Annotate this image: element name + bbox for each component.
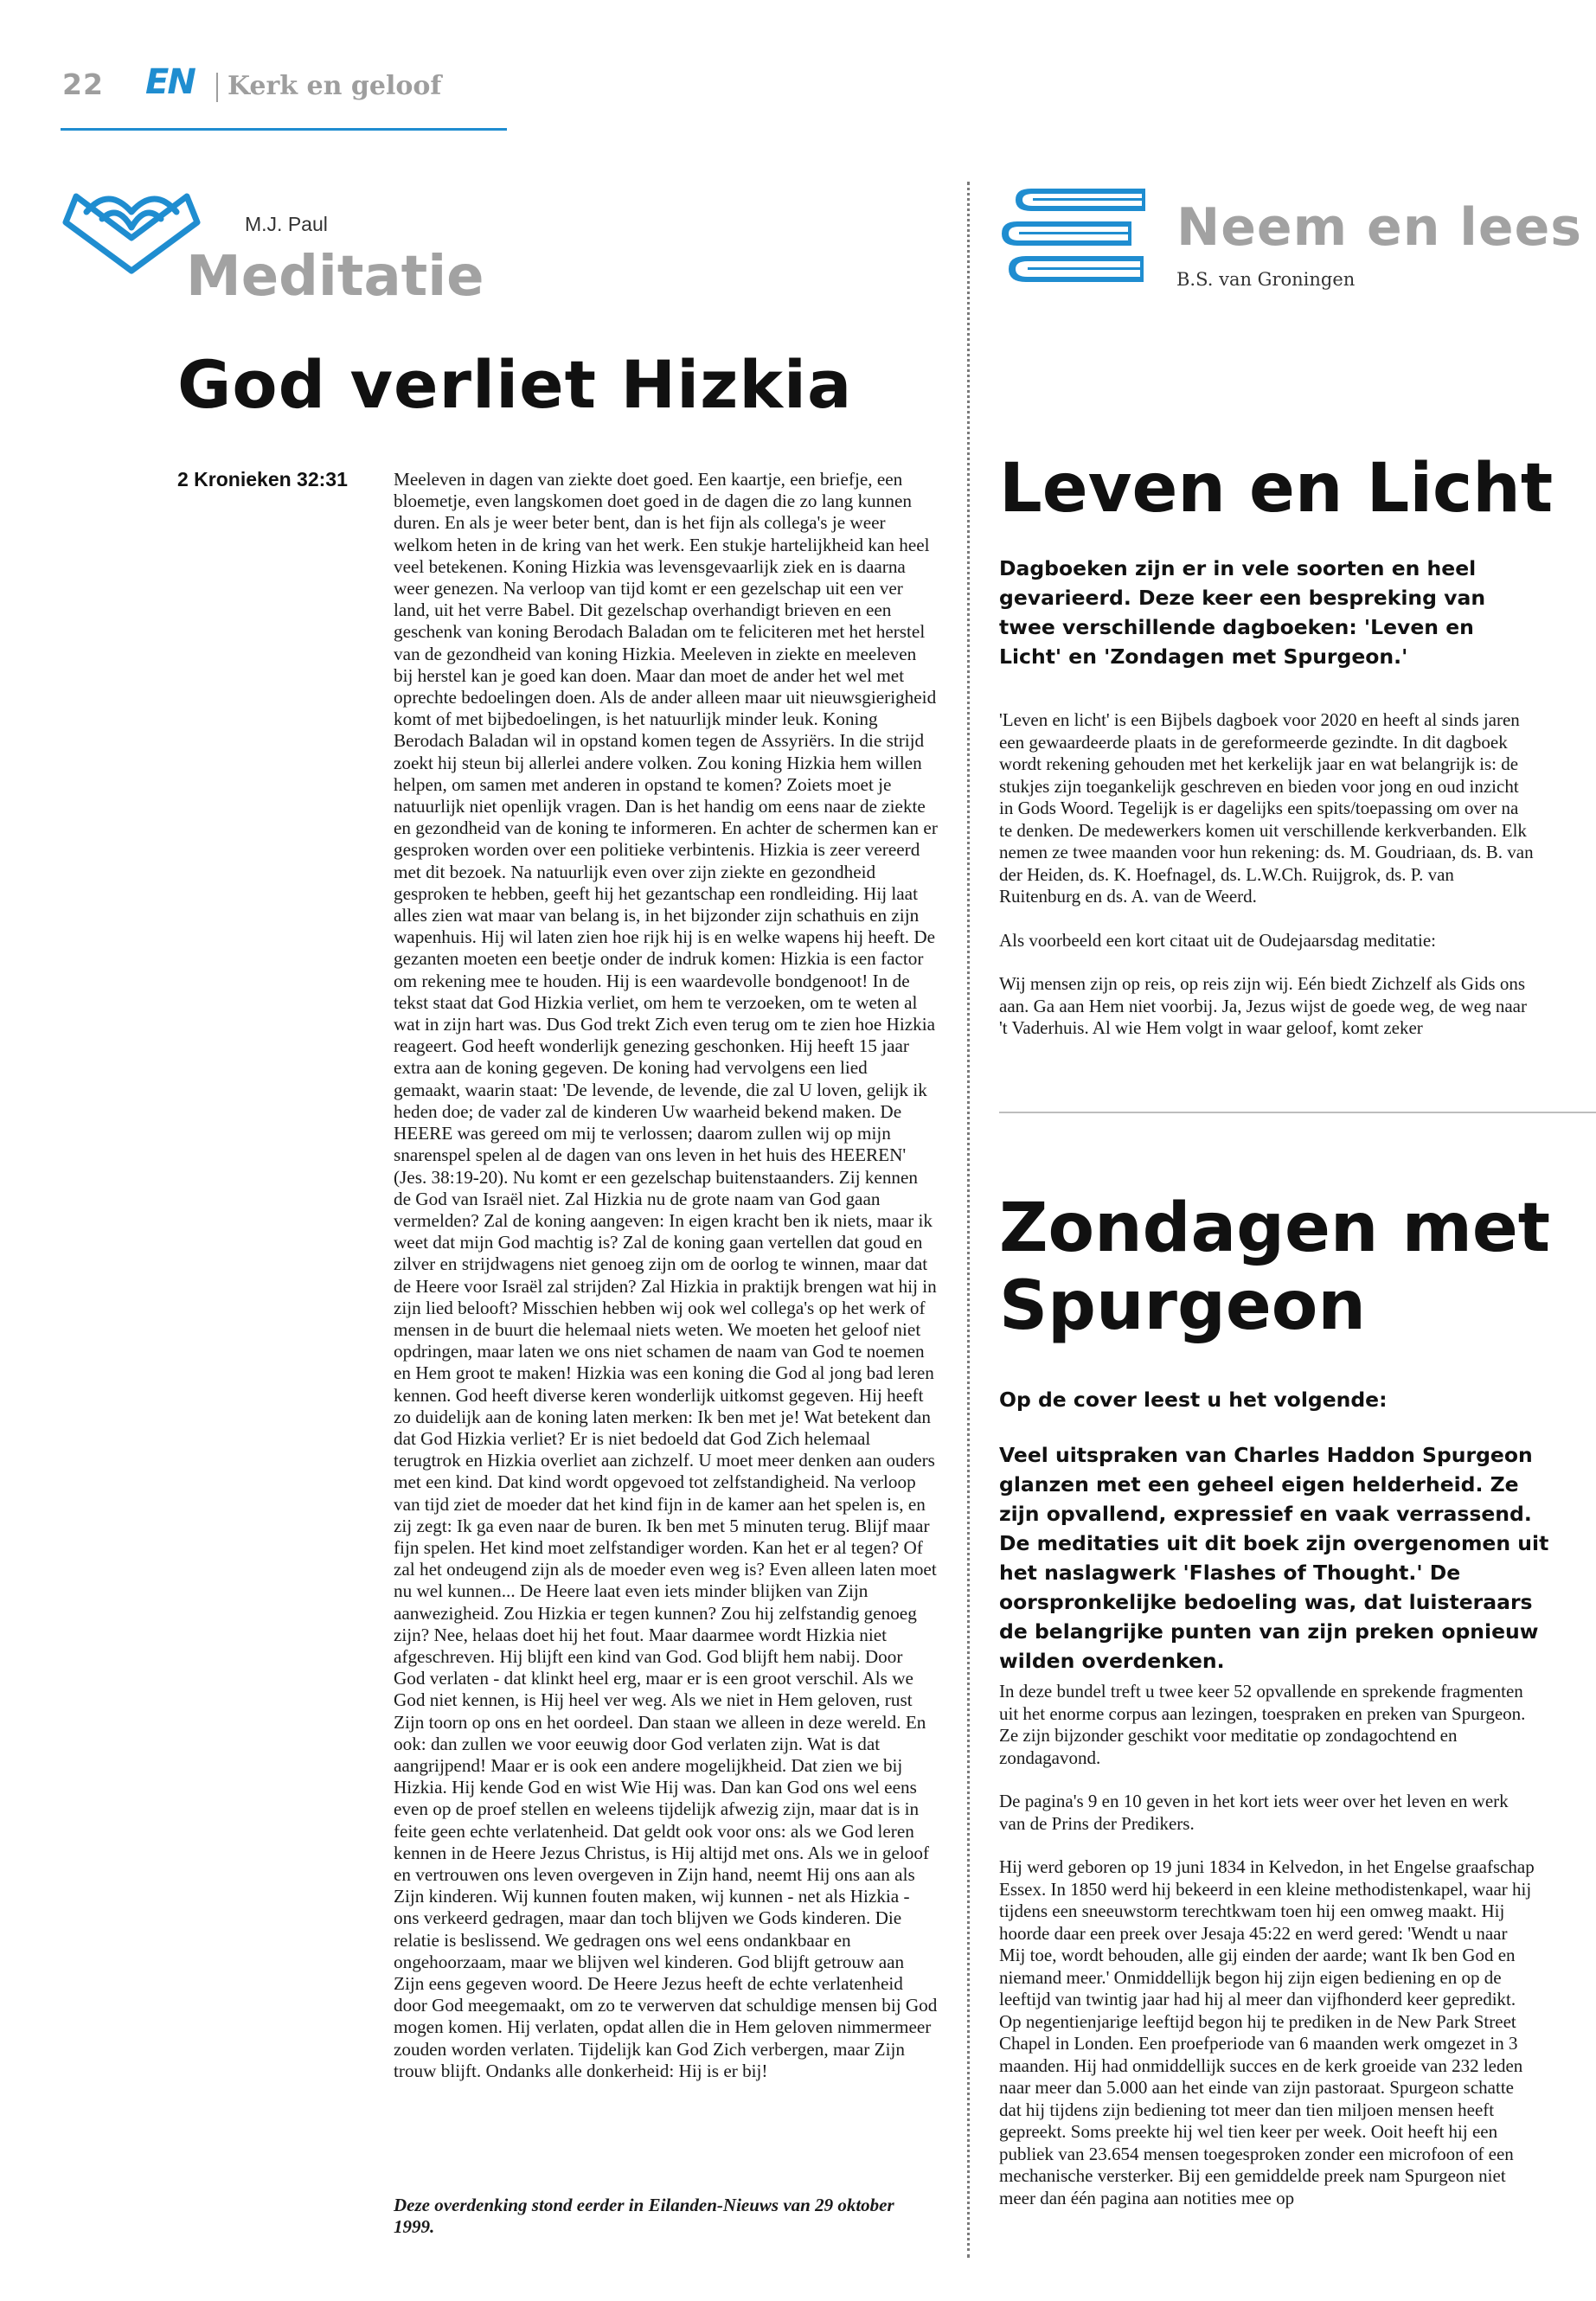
header-rule <box>61 128 507 131</box>
article-title-zondagen: Zondagen met Spurgeon <box>999 1189 1551 1345</box>
header-separator <box>216 73 218 102</box>
paragraph: In deze bundel treft u twee keer 52 opvallende en sprekende fragmenten uit het enorme corpus aan lezingen, toespraken en preken van Spurgeon. Ze zijn bijzonder geschikt voor meditatie op zondagochtend en zondagavond. <box>999 1681 1526 1768</box>
paragraph: Hij werd geboren op 19 juni 1834 in Kelvedon, in het Engelse graafschap Essex. In 1850 werd hij bekeerd in een kleine methodistenkapel, waar hij tijdens een sneeuwstorm terechtkwam toen hij een omweg maakt. Hij hoorde daar een preek over Jesaja 45:22 en werd gered: 'Wendt u naar Mij toe, wordt behouden, alle gij einden der aarde; want Ik ben God en niemand meer.' Onmiddellijk begon hij zijn eigen bediening en op de leeftijd van twintig jaar had hij al meer dan vijfhonderd keer gepredikt. Op negentienjarige leeftijd begon hij te prediken in de New Park Street Chapel in Londen. Een proefperiode van 6 maanden werk omgezet in 3 maanden. Hij had onmiddellijk succes en de kerk groeide van 232 leden naar meer dan 5.000 aan het einde van zijn pastoraat. Spurgeon schatte dat hij tijdens zijn bediening tot meer dan tien miljoen mensen heeft gepreekt. Soms preekte hij wel tien keer per week. Ooit heeft hij een publiek van 23.654 mensen toegesproken zonder een microfoon of een mechanische versterker. Bij een gemiddelde preek nam Spurgeon niet meer dan één pagina aan notities mee op <box>999 1856 1535 2208</box>
review-label: Neem en lees <box>1176 197 1582 258</box>
open-book-heart-icon <box>61 177 203 277</box>
paragraph: 'Leven en licht' is een Bijbels dagboek voor 2020 en heeft al sinds jaren een gewaardeerde plaats in de gereformeerde gezindte. In dit dagboek wordt rekening gehouden met het kerkelijk jaar en wat belangrijk is: de stukjes zijn toegankelijk geschreven en bieden voor jong en oud inzicht in Gods Woord. Tegelijk is er dagelijks een spits/toepassing om over na te denken. De medewerkers komen uit verschillende kerkverbanden. Elk nemen ze twee maanden voor hun rekening: ds. M. Goudriaan, ds. B. van der Heiden, ds. K. Hoefnagel, ds. L.W.Ch. Ruijgrok, ds. P. van Ruitenburg en ds. A. van de Weerd. <box>999 709 1534 907</box>
article-lead-zondagen: Veel uitspraken van Charles Haddon Spurgeon glanzen met een geheel eigen helderheid. Ze zijn opvallend, expressief en vaak verrassend. De meditaties uit dit boek zijn overgenomen uit het naslagwerk 'Flashes of Thought.' De oorspronkelijke bedoeling was, dat luisteraars de belangrijke punten van zijn preken opnieuw wilden overdenken. <box>999 1443 1549 1673</box>
paragraph: Als voorbeeld een kort citaat uit de Oudejaarsdag meditatie: <box>999 929 1436 951</box>
meditation-author: M.J. Paul <box>245 213 328 235</box>
meditation-text: Meeleven in dagen van ziekte doet goed. Een kaartje, een briefje, een bloemetje, even langskomen doet goed in de dagen die zo lang kunnen duren. En als je weer beter bent, dan is het fijn als collega's je weer welkom heten in de kring van het werk. Een stukje hartelijkheid kan heel veel betekenen. Koning Hizkia was levensgevaarlijk ziek en is daarna weer genezen. Na verloop van tijd komt er een gezelschap uit een ver land, uit het verre Babel. Dit gezelschap overhandigt brieven en een geschenk van koning Berodach Baladan om te feliciteren met het herstel van de gezondheid van koning Hizkia. Meeleven in ziekte en meeleven bij herstel kan je goed kan doen. Maar dan moet de ander het wel met oprechte bedoelingen doen. Als de ander alleen maar uit nieuwsgierigheid komt of met bijbedoelingen, is het natuurlijk minder leuk. Koning Berodach Baladan wil in opstand komen tegen de Assyriërs. In die strijd zoekt hij steun bij allerlei andere volken. Zou koning Hizkia hem willen helpen, om samen met anderen in opstand te komen? Zoiets moet je natuurlijk niet openlijk vragen. Dan is het handig om eens naar de ziekte en gezondheid van de koning te informeren. En achter de schermen kan er gesproken worden over een politieke verbintenis. Hizkia is zeer vereerd met dit bezoek. Na natuurlijk even over zijn ziekte en gezondheid gesproken te hebben, geeft hij het gezantschap een rondleiding. Hij laat alles zien wat maar van belang is, in het bijzonder zijn schathuis en zijn wapenhuis. Hij wil laten zien hoe rijk hij is en welke wapens hij heeft. De gezanten moeten een beetje onder de indruk komen: Hizkia is een factor om rekening mee te houden. Hij is een waardevolle bondgenoot! In de tekst staat dat God Hizkia verliet, om hem te verzoeken, om te weten al wat in zijn hart was. Dus God trekt Zich even terug om te zien hoe Hizkia reageert. God heeft wonderlijk genezing geschonken. Hij heeft 15 jaar extra aan de koning gegeven. De koning had vervolgens een lied gemaakt, waarin staat: 'De levende, de levende, die zal U loven, gelijk ik heden doe; de vader zal de kinderen Uw waarheid bekend maken. De HEERE was gereed om mij te verlossen; daarom zullen wij op mijn snarenspel spelen al de dagen van ons leven in het huis des HEEREN' (Jes. 38:19-20). Nu komt er een gezelschap buitenstaanders. Zij kennen de God van Israël niet. Zal Hizkia nu de grote naam van God gaan vermelden? Zal de koning aangeven: In eigen kracht ben ik niets, maar ik weet dat mijn God machtig is? Zal de koning gaan vertellen dat goud en zilver en strijdwagens niet genoeg zijn om de oorlog te winnen, maar dat de Heere voor Israël zal strijden? Zal Hizkia in praktijk brengen wat hij in zijn lied belooft? Misschien hebben wij ook wel collega's op het werk of mensen in de buurt die helemaal niets weten. We moeten het geloof niet opdringen, maar laten we ons niet schamen de naam van God te noemen en Hem groot te maken! Hizkia was een koning die God al jong bad leren kennen. God heeft diverse keren wonderlijk uitkomst gegeven. Hij heeft zo duidelijk aan de koning laten merken: Ik ben met je! Wat betekent dan dat God Hizkia verliet? Er is niet bedoeld dat God Zich helemaal terugtrok en Hizkia overliet aan zichzelf. U moet meer denken aan ouders met een kind. Dat kind wordt opgevoed tot zelfstandigheid. Na verloop van tijd ziet de moeder dat het kind fijn in de kamer aan het spelen is, en zij zegt: Ik ga even naar de buren. Ik ben met 5 minuten terug. Blijf maar fijn spelen. Het kind moet zelfstandiger worden. Kan het er al tegen? Of zal het ondeugend zijn als de moeder even weg is? Even alleen laten moet nu wel kunnen... De Heere laat even iets minder blijken van Zijn aanwezigheid. Zou Hizkia er tegen kunnen? Zou hij zelfstandig genoeg zijn? Nee, helaas doet hij het fout. Maar daarmee wordt Hizkia niet afgeschreven. Hij blijft een kind van God. God blijft hem nabij. Door God verlaten - dat klinkt heel erg, maar er is een groot verschil. Als we God niet kennen, is Hij heel ver weg. Als we niet in Hem geloven, rust Zijn toorn op ons en het oordeel. Dan staan we alleen in deze wereld. En ook: dan zullen we voor eeuwig door God verlaten zijn. Wat is dat aangrijpend! Maar er is ook een andere mogelijkheid. Dat zien we bij Hizkia. Hij kende God en wist Wie Hij was. Dan kan God ons wel eens even op de proef stellen en weleens tijdelijk afwezig zijn, maar dat is in feite geen echte verlatenheid. Dat geldt ook voor ons: als we God leren kennen in de Heere Jezus Christus, is Hij altijd met ons. Als we in geloof en vertrouwen ons leven overgeven in Zijn hand, neemt Hij ons aan als Zijn kinderen. Wij kunnen fouten maken, wij kunnen - net als Hizkia - ons verkeerd gedragen, maar dan toch blijven we Gods kinderen. Die relatie is beslissend. We gedragen ons wel eens ondankbaar en ongehoorzaam, maar we blijven wel kinderen. God blijft getrouw aan Zijn eens gegeven woord. De Heere Jezus heeft de echte verlatenheid door God meegemaakt, om zo te verwerven dat schuldige mensen bij God mogen komen. Hij verlaten, opdat allen die in Hem geloven nimmermeer zouden worden verlaten. Tijdelijk kan God Zich verbergen, maar Zijn trouw blijft. Ondanks alle donkerheid: Hij is er bij! <box>394 469 938 2081</box>
article-subheading-zondagen: Op de cover leest u het volgende: <box>999 1388 1388 1412</box>
paragraph: Wij mensen zijn op reis, op reis zijn wij. Eén biedt Zichzelf als Gids ons aan. Ga aan Hem niet voorbij. Ja, Jezus wijst de goede weg, de weg naar 't Vaderhuis. Al wie Hem volgt in waar geloof, komt zeker <box>999 973 1527 1038</box>
stacked-books-icon <box>997 182 1148 294</box>
page-number: 22 <box>62 67 104 101</box>
column-divider <box>967 182 970 2258</box>
review-author: B.S. van Groningen <box>1176 269 1356 290</box>
meditation-label: Meditatie <box>186 245 484 309</box>
article-title-leven-en-licht: Leven en Licht <box>999 450 1554 528</box>
section-title: Kerk en geloof <box>228 71 442 101</box>
paragraph: De pagina's 9 en 10 geven in het kort iets weer over het leven en werk van de Prins der Predikers. <box>999 1791 1509 1834</box>
article-body-leven-en-licht <box>999 709 1535 1061</box>
article-lead-leven-en-licht: Dagboeken zijn er in vele soorten en heel gevarieerd. Deze keer een bespreking van twee verschillende dagboeken: 'Leven en Licht' en 'Zondagen met Spurgeon.' <box>999 556 1486 669</box>
article-separator <box>999 1112 1596 1113</box>
bible-reference: 2 Kronieken 32:31 <box>177 468 348 490</box>
meditation-body <box>394 469 939 2082</box>
publication-logo: EN <box>145 62 195 102</box>
meditation-title: God verliet Hizkia <box>177 346 853 423</box>
article-body-zondagen <box>999 1681 1535 2231</box>
meditation-footnote: Deze overdenking stond eerder in Eilanden-Nieuws van 29 oktober 1999. <box>394 2195 894 2237</box>
